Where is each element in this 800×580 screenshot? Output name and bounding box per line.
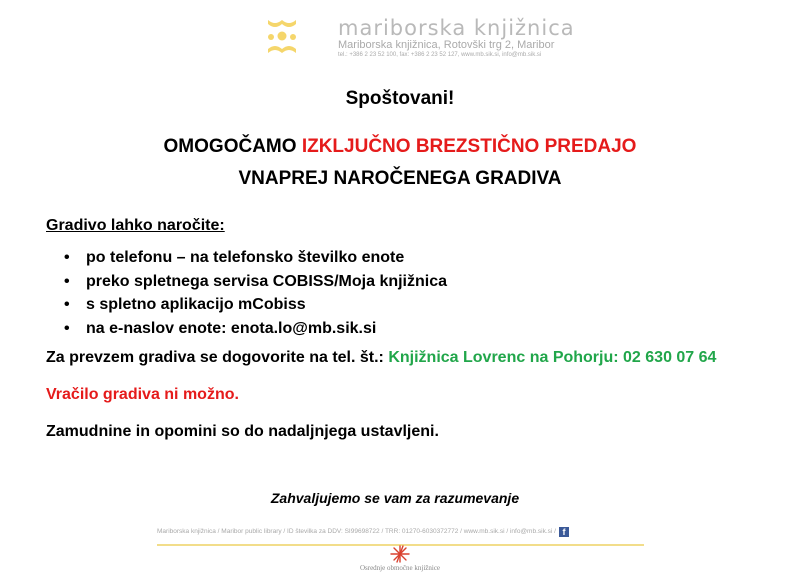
org-name: mariborska knjižnica (338, 16, 575, 40)
bullet: • (64, 296, 70, 313)
org-info (338, 16, 575, 59)
footer (157, 523, 644, 546)
list-item (64, 246, 447, 270)
fines-notice: Zamudnine in opomini so do nadaljnjega ustavljeni. (46, 423, 439, 440)
headline-line-2: VNAPREJ NAROČENEGA GRADIVA (238, 168, 562, 189)
pickup-contact: Knjižnica Lovrenc na Pohorju: 02 630 07 64 (388, 349, 717, 366)
headline-line-1 (0, 131, 800, 163)
org-contact: tel.: +386 2 23 52 100, fax: +386 2 23 52 127, www.mb.sik.si, info@mb.sik.si (338, 52, 542, 58)
list-item (64, 317, 447, 341)
bullet: • (64, 272, 70, 290)
bottom-logo (0, 545, 800, 572)
greeting: Spoštovani! (345, 88, 455, 109)
pickup-info (46, 349, 716, 367)
bottom-caption: Osrednje območne knjižnice (359, 564, 441, 572)
order-options-list (64, 246, 447, 340)
org-address: Mariborska knjižnica, Rotovški trg 2, Maribor (338, 39, 555, 51)
bullet: • (64, 249, 70, 266)
list-item (64, 270, 447, 294)
list-item (64, 293, 447, 317)
pickup-text: Za prevzem gradiva se dogovorite na tel. št.: (46, 349, 389, 366)
headline-part-2: IZKLJUČNO BREZSTIČNO PREDAJO (301, 136, 637, 157)
library-logo-icon (262, 16, 302, 56)
option-text: preko spletnega servisa COBISS/Moja knjižnica (86, 272, 448, 290)
bullet: • (64, 319, 70, 337)
option-text: po telefonu – na telefonsko številko enote (86, 249, 405, 266)
facebook-icon[interactable]: f (559, 527, 569, 537)
option-text: na e-naslov enote: enota.lo@mb.sik.si (86, 319, 377, 337)
order-section-title: Gradivo lahko naročite: (46, 217, 225, 234)
regional-library-logo-icon (389, 545, 411, 563)
headline (0, 131, 800, 195)
headline-part-1: OMOGOČAMO (163, 136, 302, 157)
footer-text: Mariborska knjižnica / Maribor public library / ID številka za DDV: SI99698722 / TRR: 01270-6030372772 / www.mb.sik.si / info@mb.sik.si / (157, 528, 556, 536)
thanks-message: Zahvaljujemo se vam za razumevanje (270, 490, 520, 506)
option-text: s spletno aplikacijo mCobiss (86, 296, 306, 313)
letterhead (262, 16, 575, 60)
return-notice: Vračilo gradiva ni možno. (46, 386, 239, 403)
